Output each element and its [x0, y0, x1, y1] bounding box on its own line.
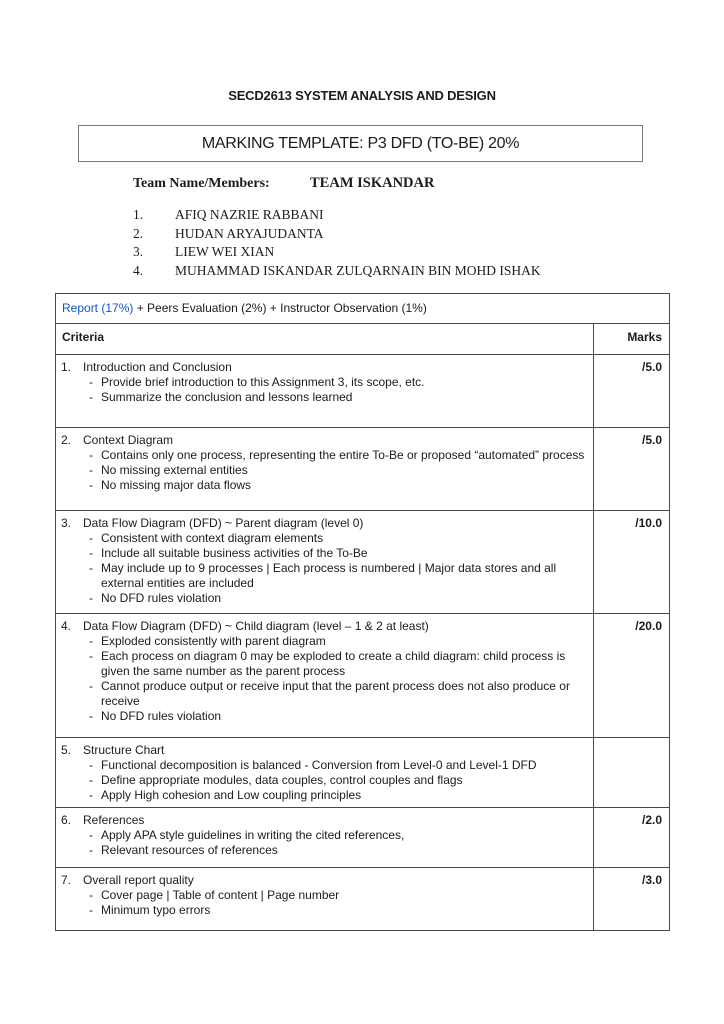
table-header-row: [56, 324, 670, 355]
criteria-row: [56, 808, 670, 868]
criteria-row: [56, 355, 670, 428]
criteria-bullet: - Relevant resources of references: [56, 843, 587, 858]
criteria-title: [56, 743, 587, 758]
criteria-row: [56, 614, 670, 738]
marks-value: /5.0: [594, 355, 670, 428]
criteria-cell: [56, 738, 594, 808]
member-name: AFIQ NAZRIE RABBANI: [175, 207, 324, 222]
criteria-number: 5.: [61, 743, 72, 757]
criteria-bullet: - Each process on diagram 0 may be exploded to create a child diagram: child process is given the same number as the parent process: [56, 649, 587, 679]
team-label: Team Name/Members:: [133, 176, 270, 191]
criteria-bullet-list: [56, 531, 587, 606]
criteria-bullet: - No DFD rules violation: [56, 709, 587, 724]
criteria-cell: [56, 355, 594, 428]
member-list: [133, 206, 724, 280]
criteria-bullet-list: [56, 634, 587, 724]
criteria-bullet-list: [56, 375, 587, 405]
marks-value: /20.0: [594, 614, 670, 738]
criteria-number: 2.: [61, 433, 72, 447]
criteria-name: Data Flow Diagram (DFD) ~ Parent diagram (level 0): [83, 516, 364, 530]
criteria-bullet: - Include all suitable business activities of the To-Be: [56, 546, 587, 561]
criteria-cell: [56, 808, 594, 868]
member-item: [133, 243, 724, 262]
criteria-title: [56, 873, 587, 888]
marks-header: Marks: [594, 324, 670, 355]
criteria-number: 3.: [61, 516, 72, 530]
criteria-bullet: - Provide brief introduction to this Assignment 3, its scope, etc.: [56, 375, 587, 390]
criteria-bullet: - Apply High cohesion and Low coupling principles: [56, 788, 587, 803]
marks-value: /2.0: [594, 808, 670, 868]
report-row: [56, 294, 670, 324]
team-row: [133, 175, 724, 192]
member-number: 2.: [133, 225, 144, 241]
criteria-title: [56, 619, 587, 634]
member-number: 4.: [133, 262, 144, 278]
criteria-cell: [56, 511, 594, 614]
team-name: TEAM ISKANDAR: [310, 175, 435, 191]
criteria-bullet: - Minimum typo errors: [56, 903, 587, 918]
criteria-bullet: - Functional decomposition is balanced - Conversion from Level-0 and Level-1 DFD: [56, 758, 587, 773]
criteria-row: [56, 428, 670, 511]
criteria-row: [56, 738, 670, 808]
template-title-box: [78, 125, 643, 162]
marking-table: [55, 293, 670, 931]
criteria-bullet: - Exploded consistently with parent diagram: [56, 634, 587, 649]
criteria-bullet: - Apply APA style guidelines in writing the cited references,: [56, 828, 587, 843]
criteria-number: 4.: [61, 619, 72, 633]
criteria-bullet: - May include up to 9 processes | Each process is numbered | Major data stores and all external entities are included: [56, 561, 587, 591]
criteria-number: 7.: [61, 873, 72, 887]
member-name: HUDAN ARYAJUDANTA: [175, 225, 324, 241]
criteria-cell: [56, 868, 594, 931]
criteria-name: Introduction and Conclusion: [83, 360, 232, 374]
criteria-bullet: - No missing major data flows: [56, 478, 587, 493]
report-cell: [56, 294, 670, 324]
criteria-number: 6.: [61, 813, 72, 827]
criteria-cell: [56, 614, 594, 738]
member-name: MUHAMMAD ISKANDAR ZULQARNAIN BIN MOHD ISHAK: [175, 262, 541, 278]
criteria-bullet-list: [56, 448, 587, 493]
criteria-bullet: - Consistent with context diagram elements: [56, 531, 587, 546]
member-item: [133, 206, 724, 225]
criteria-bullet-list: [56, 758, 587, 803]
marks-value: /10.0: [594, 511, 670, 614]
criteria-name: Overall report quality: [83, 873, 194, 887]
criteria-bullet: - Cover page | Table of content | Page number: [56, 888, 587, 903]
criteria-bullet: - Contains only one process, representing the entire To-Be or proposed “automated” process: [56, 448, 587, 463]
criteria-bullet-list: [56, 828, 587, 858]
member-name: LIEW WEI XIAN: [175, 244, 275, 259]
criteria-row: [56, 868, 670, 931]
criteria-header: Criteria: [56, 324, 594, 355]
criteria-bullet: - Define appropriate modules, data couples, control couples and flags: [56, 773, 587, 788]
criteria-name: Data Flow Diagram (DFD) ~ Child diagram (level – 1 & 2 at least): [83, 619, 429, 633]
criteria-title: [56, 433, 587, 448]
criteria-name: References: [83, 813, 145, 827]
criteria-bullet: - Cannot produce output or receive input that the parent process does not also produce or receive: [56, 679, 587, 709]
criteria-bullet: - Summarize the conclusion and lessons learned: [56, 390, 587, 405]
criteria-bullet: - No missing external entities: [56, 463, 587, 478]
criteria-name: Structure Chart: [83, 743, 165, 757]
criteria-bullet-list: [56, 888, 587, 918]
member-number: 1.: [133, 207, 144, 222]
criteria-cell: [56, 428, 594, 511]
criteria-title: [56, 813, 587, 828]
report-link[interactable]: Report (17%): [62, 301, 134, 315]
criteria-title: [56, 360, 587, 375]
course-title: SECD2613 SYSTEM ANALYSIS AND DESIGN: [228, 88, 496, 103]
criteria-number: 1.: [61, 360, 72, 374]
criteria-rows: [56, 355, 670, 931]
marks-value: [594, 738, 670, 808]
marks-value: /3.0: [594, 868, 670, 931]
criteria-title: [56, 516, 587, 531]
criteria-row: [56, 511, 670, 614]
template-title: MARKING TEMPLATE: P3 DFD (TO-BE) 20%: [201, 134, 520, 152]
marks-value: /5.0: [594, 428, 670, 511]
criteria-bullet: - No DFD rules violation: [56, 591, 587, 606]
member-number: 3.: [133, 244, 144, 259]
criteria-name: Context Diagram: [83, 433, 174, 447]
report-rest-text: + Peers Evaluation (2%) + Instructor Observation (1%): [133, 301, 427, 315]
member-item: [133, 225, 724, 244]
member-item: [133, 262, 724, 281]
